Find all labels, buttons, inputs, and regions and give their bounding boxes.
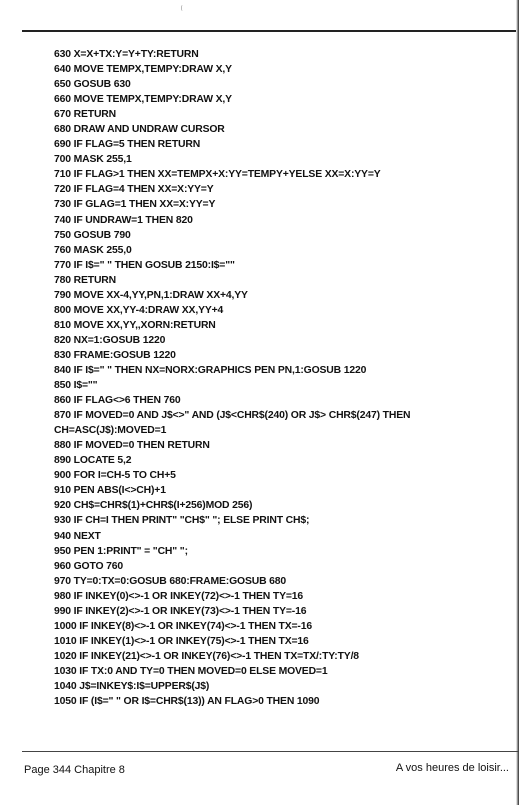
code-line: 890 LOCATE 5,2 <box>54 455 132 467</box>
page-footer-left: Page 344 Chapitre 8 <box>24 764 125 776</box>
code-line: 870 IF MOVED=0 AND J$<>" AND (J$<CHR$(240) OR J$> CHR$(247) THEN <box>54 410 411 422</box>
code-line: 1050 IF (I$=" " OR I$=CHR$(13)) AN FLAG>0 THEN 1090 <box>54 696 320 708</box>
code-line: 960 GOTO 760 <box>54 560 124 572</box>
code-line: 710 IF FLAG>1 THEN XX=TEMPX+X:YY=TEMPY+YELSE XX=X:YY=Y <box>54 169 381 181</box>
code-line: 690 IF FLAG=5 THEN RETURN <box>54 139 201 151</box>
code-line: 770 IF I$=" " THEN GOSUB 2150:I$="" <box>54 259 235 271</box>
code-line: 800 MOVE XX,YY-4:DRAW XX,YY+4 <box>54 304 224 316</box>
code-line: 970 TY=0:TX=0:GOSUB 680:FRAME:GOSUB 680 <box>54 575 287 587</box>
code-line: 1020 IF INKEY(21)<>-1 OR INKEY(76)<>-1 THEN TX=TX/:TY:TY/8 <box>54 650 359 662</box>
code-line: 940 NEXT <box>54 530 101 542</box>
footer-rule <box>22 751 519 752</box>
code-line: 750 GOSUB 790 <box>54 229 131 241</box>
code-line: 830 FRAME:GOSUB 1220 <box>54 349 176 361</box>
code-line: 720 IF FLAG=4 THEN XX=X:YY=Y <box>54 184 214 196</box>
code-line: 900 FOR I=CH-5 TO CH+5 <box>54 470 176 482</box>
page-footer-right: A vos heures de loisir... <box>395 762 509 774</box>
code-line: 1030 IF TX:0 AND TY=0 THEN MOVED=0 ELSE MOVED=1 <box>54 665 328 677</box>
code-line: 920 CH$=CHR$(1)+CHR$(I+256)MOD 256) <box>54 500 253 512</box>
code-line: 910 PEN ABS(I<>CH)+1 <box>54 485 166 497</box>
code-line: 790 MOVE XX-4,YY,PN,1:DRAW XX+4,YY <box>54 289 248 301</box>
code-line: 980 IF INKEY(0)<>-1 OR INKEY(72)<>-1 THEN TY=16 <box>54 590 304 602</box>
code-line: 930 IF CH=I THEN PRINT" "CH$" "; ELSE PRINT CH$; <box>54 515 310 527</box>
code-line: 840 IF I$=" " THEN NX=NORX:GRAPHICS PEN PN,1:GOSUB 1220 <box>54 364 367 376</box>
code-line: 640 MOVE TEMPX,TEMPY:DRAW X,Y <box>54 64 232 76</box>
code-line: 810 MOVE XX,YY,,XORN:RETURN <box>54 319 216 331</box>
code-line: 990 IF INKEY(2)<>-1 OR INKEY(73)<>-1 THEN TY=-16 <box>54 605 307 617</box>
code-line: 660 MOVE TEMPX,TEMPY:DRAW X,Y <box>54 94 232 106</box>
code-line: 1040 J$=INKEY$:I$=UPPER$(J$) <box>54 680 210 692</box>
code-line: 850 I$="" <box>54 380 98 392</box>
code-line: 730 IF GLAG=1 THEN XX=X:YY=Y <box>54 199 216 211</box>
basic-code-listing <box>54 47 514 709</box>
code-line: 700 MASK 255,1 <box>54 154 132 166</box>
code-line: 1000 IF INKEY(8)<>-1 OR INKEY(74)<>-1 THEN TX=-16 <box>54 620 312 632</box>
code-line: 860 IF FLAG<>6 THEN 760 <box>54 395 181 407</box>
paper-speck <box>181 5 186 11</box>
code-line: 630 X=X+TX:Y=Y+TY:RETURN <box>54 49 199 60</box>
code-line: 880 IF MOVED=0 THEN RETURN <box>54 440 210 452</box>
code-line: 670 RETURN <box>54 109 117 121</box>
code-line: 1010 IF INKEY(1)<>-1 OR INKEY(75)<>-1 THEN TX=16 <box>54 635 309 647</box>
code-line: 950 PEN 1:PRINT" = "CH" "; <box>54 545 188 557</box>
code-line: 820 NX=1:GOSUB 1220 <box>54 334 166 346</box>
code-line: 740 IF UNDRAW=1 THEN 820 <box>54 214 193 226</box>
code-line: 780 RETURN <box>54 274 117 286</box>
top-rule <box>22 30 519 32</box>
code-line: 680 DRAW AND UNDRAW CURSOR <box>54 124 225 136</box>
code-line: 760 MASK 255,0 <box>54 244 132 256</box>
code-line: CH=ASC(J$):MOVED=1 <box>54 425 167 437</box>
code-line: 650 GOSUB 630 <box>54 79 131 91</box>
